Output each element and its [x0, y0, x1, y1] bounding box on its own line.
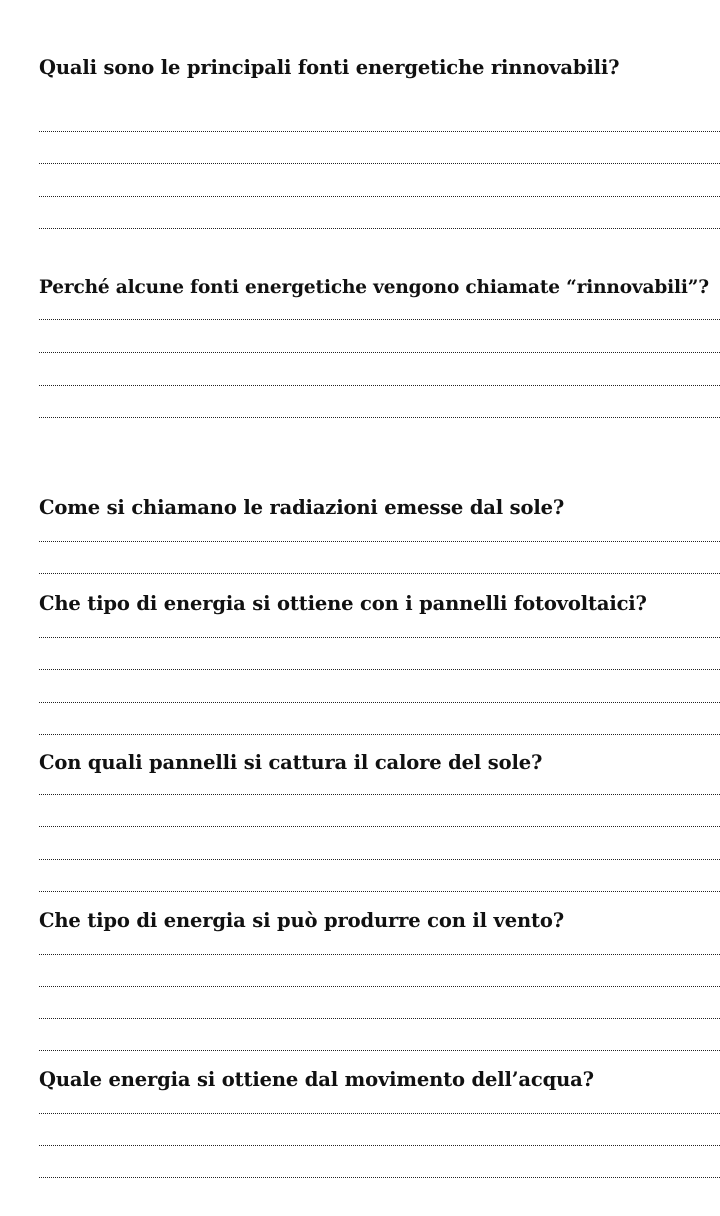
answer-line[interactable]	[39, 1177, 720, 1178]
answer-line[interactable]	[39, 319, 720, 320]
answer-line[interactable]	[39, 669, 720, 670]
answer-line[interactable]	[39, 637, 720, 638]
answer-line[interactable]	[39, 417, 720, 418]
answer-line[interactable]	[39, 1018, 720, 1019]
answer-line[interactable]	[39, 734, 720, 735]
question-7: Quale energia si ottiene dal movimento dell’acqua?	[39, 1068, 594, 1091]
question-6: Che tipo di energia si può produrre con il vento?	[39, 909, 565, 932]
question-4: Che tipo di energia si ottiene con i pannelli fotovoltaici?	[39, 592, 647, 615]
answer-line[interactable]	[39, 1145, 720, 1146]
answer-line[interactable]	[39, 702, 720, 703]
question-3: Come si chiamano le radiazioni emesse dal sole?	[39, 496, 565, 519]
question-1: Quali sono le principali fonti energetiche rinnovabili?	[39, 56, 620, 79]
answer-line[interactable]	[39, 163, 720, 164]
answer-line[interactable]	[39, 541, 720, 542]
answer-line[interactable]	[39, 1050, 720, 1051]
answer-line[interactable]	[39, 891, 720, 892]
answer-line[interactable]	[39, 196, 720, 197]
answer-line[interactable]	[39, 986, 720, 987]
answer-line[interactable]	[39, 385, 720, 386]
answer-line[interactable]	[39, 794, 720, 795]
answer-line[interactable]	[39, 573, 720, 574]
answer-line[interactable]	[39, 352, 720, 353]
answer-line[interactable]	[39, 859, 720, 860]
answer-line[interactable]	[39, 826, 720, 827]
answer-line[interactable]	[39, 954, 720, 955]
answer-line[interactable]	[39, 131, 720, 132]
question-5: Con quali pannelli si cattura il calore del sole?	[39, 751, 543, 774]
answer-line[interactable]	[39, 1113, 720, 1114]
question-2: Perché alcune fonti energetiche vengono chiamate “rinnovabili”?	[39, 277, 709, 298]
answer-line[interactable]	[39, 228, 720, 229]
